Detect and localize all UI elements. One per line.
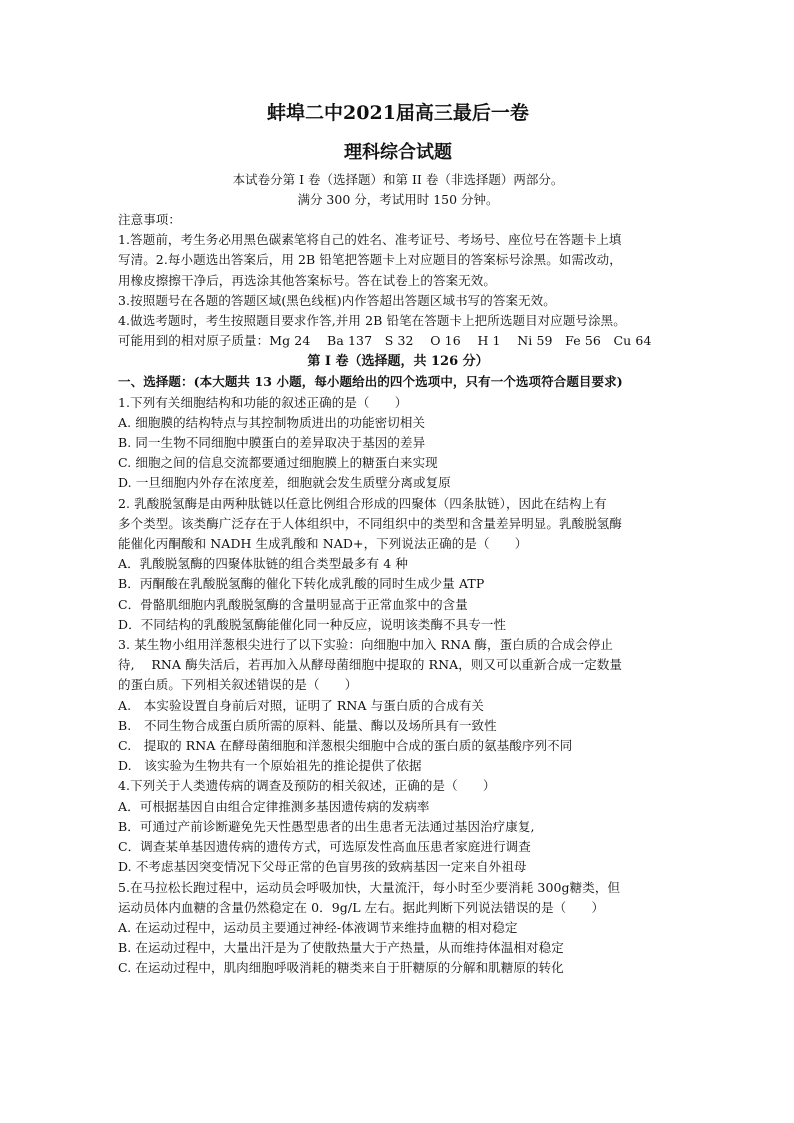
atomic-mass-line: 可能用到的相对原子质量：Mg 24 Ba 137 S 32 O 16 H 1 Ni 59 Fe 56 Cu 64 bbox=[118, 333, 652, 349]
option-c: C. 细胞之间的信息交流都要通过细胞膜上的糖蛋白来实现 bbox=[118, 455, 438, 471]
question-4 bbox=[118, 776, 678, 877]
option-a: A．乳酸脱氢酶的四聚体肽链的组合类型最多有 4 种 bbox=[118, 556, 408, 572]
question-stem: 5.在马拉松长跑过程中，运动员会呼吸加快，大量流汗，每小时至少要消耗 300g糖类，但 bbox=[118, 879, 621, 895]
question-stem: 2. 乳酸脱氢酶是由两种肽链以任意比例组合形成的四聚体（四条肽链），因此在结构上有 bbox=[118, 495, 607, 511]
option-b: B. 在运动过程中，大量出汗是为了使散热量大于产热量，从而维持体温相对稳定 bbox=[118, 940, 564, 956]
notice-block bbox=[118, 210, 678, 351]
option-a: A. 本实验设置自身前后对照，证明了 RNA 与蛋白质的合成有关 bbox=[118, 697, 485, 713]
option-c: C．调查某单基因遗传病的遗传方式，可选原发性高血压患者家庭进行调查 bbox=[118, 839, 531, 855]
notice-line: 3.按照题号在各题的答题区域(黑色线框)内作答超出答题区域书写的答案无效。 bbox=[118, 292, 556, 308]
option-b: B. 不同生物合成蛋白质所需的原料、能量、酶以及场所具有一致性 bbox=[118, 717, 497, 733]
question-stem: 4.下列关于人类遗传病的调查及预防的相关叙述，正确的是（ ） bbox=[118, 778, 496, 794]
section-heading: 一、选择题：(本大题共 13 小题，每小题给出的四个选项中，只有一个选项符合题目要求) bbox=[118, 374, 623, 390]
question-stem: 1.下列有关细胞结构和功能的叙述正确的是（ ） bbox=[118, 394, 408, 410]
question-stem: 能催化丙酮酸和 NADH 生成乳酸和 NAD+，下列说法正确的是（ ） bbox=[118, 536, 528, 552]
option-d: D. 一旦细胞内外存在浓度差，细胞就会发生质壁分离或复原 bbox=[118, 475, 451, 491]
option-a: A. 细胞膜的结构特点与其控制物质进出的功能密切相关 bbox=[118, 414, 426, 430]
question-stem: 的蛋白质。下列相关叙述错误的是（ ） bbox=[118, 677, 358, 693]
option-a: A. 在运动过程中，运动员主要通过神经-体液调节来维持血糖的相对稳定 bbox=[118, 919, 518, 935]
exam-info-line-2: 满分 300 分，考试用时 150 分钟。 bbox=[297, 192, 499, 207]
exam-title: 蚌埠二中2021届高三最后一卷 bbox=[267, 102, 529, 124]
option-d: D. 该实验为生物共有一个原始祖先的推论提供了依据 bbox=[118, 758, 422, 774]
option-b: B．丙酮酸在乳酸脱氢酶的催化下转化成乳酸的同时生成少量 ATP bbox=[118, 576, 485, 592]
exam-subtitle: 理科综合试题 bbox=[344, 142, 452, 163]
question-stem: 运动员体内血糖的含量仍然稳定在 0．9g/L 左右。据此判断下列说法错误的是（ ） bbox=[118, 899, 605, 915]
section-title: 第 I 卷（选择题，共 126 分） bbox=[307, 354, 489, 370]
notice-line: 4.做选考题时，考生按照题目要求作答,并用 2B 铅笔在答题卡上把所选题目对应题号涂黑。 bbox=[118, 313, 626, 329]
notice-line: 1.答题前，考生务必用黑色碳素笔将自己的姓名、准考证号、考场号、座位号在答题卡上填 bbox=[118, 232, 622, 248]
exam-page bbox=[118, 100, 678, 979]
option-a: A．可根据基因自由组合定律推测多基因遗传病的发病率 bbox=[118, 798, 430, 814]
exam-info-line-1: 本试卷分第 I 卷（选择题）和第 II 卷（非选择题）两部分。 bbox=[232, 172, 564, 187]
question-1 bbox=[118, 393, 678, 494]
option-c: C．骨骼肌细胞内乳酸脱氢酶的含量明显高于正常血浆中的含量 bbox=[118, 596, 468, 612]
option-b: B. 同一生物不同细胞中膜蛋白的差异取决于基因的差异 bbox=[118, 435, 426, 451]
notice-line: 用橡皮擦擦干净后，再选涂其他答案标号。答在试卷上的答案无效。 bbox=[118, 272, 497, 288]
option-c: C. 在运动过程中，肌肉细胞呼吸消耗的糖类来自于肝糖原的分解和肌糖原的转化 bbox=[118, 960, 564, 976]
option-c: C. 提取的 RNA 在酵母菌细胞和洋葱根尖细胞中合成的蛋白质的氨基酸序列不同 bbox=[118, 738, 573, 754]
notice-label: 注意事项： bbox=[118, 212, 182, 227]
notice-line: 写清。2.每小题选出答案后，用 2B 铅笔把答题卡上对应题目的答案标号涂黑。如需改动， bbox=[118, 252, 622, 268]
question-stem: 3. 某生物小组用洋葱根尖进行了以下实验：向细胞中加入 RNA 酶，蛋白质的合成会停止 bbox=[118, 637, 614, 653]
question-stem: 待, RNA 酶失活后，若再加入从酵母菌细胞中提取的 RNA，则又可以重新合成一定数量 bbox=[118, 657, 623, 673]
option-b: B．可通过产前诊断避免先天性愚型患者的出生患者无法通过基因治疗康复, bbox=[118, 818, 535, 834]
question-3 bbox=[118, 635, 678, 776]
question-5 bbox=[118, 878, 678, 979]
option-d: D. 不考虑基因突变情况下父母正常的色盲男孩的致病基因一定来自外祖母 bbox=[118, 859, 527, 875]
option-d: D．不同结构的乳酸脱氢酶能催化同一种反应，说明该类酶不具专一性 bbox=[118, 616, 507, 632]
questions-block bbox=[118, 372, 678, 978]
question-2 bbox=[118, 494, 678, 635]
question-stem: 多个类型。该类酶广泛存在于人体组织中，不同组织中的类型和含量差异明显。乳酸脱氢酶 bbox=[118, 515, 623, 531]
exam-info bbox=[118, 170, 678, 210]
